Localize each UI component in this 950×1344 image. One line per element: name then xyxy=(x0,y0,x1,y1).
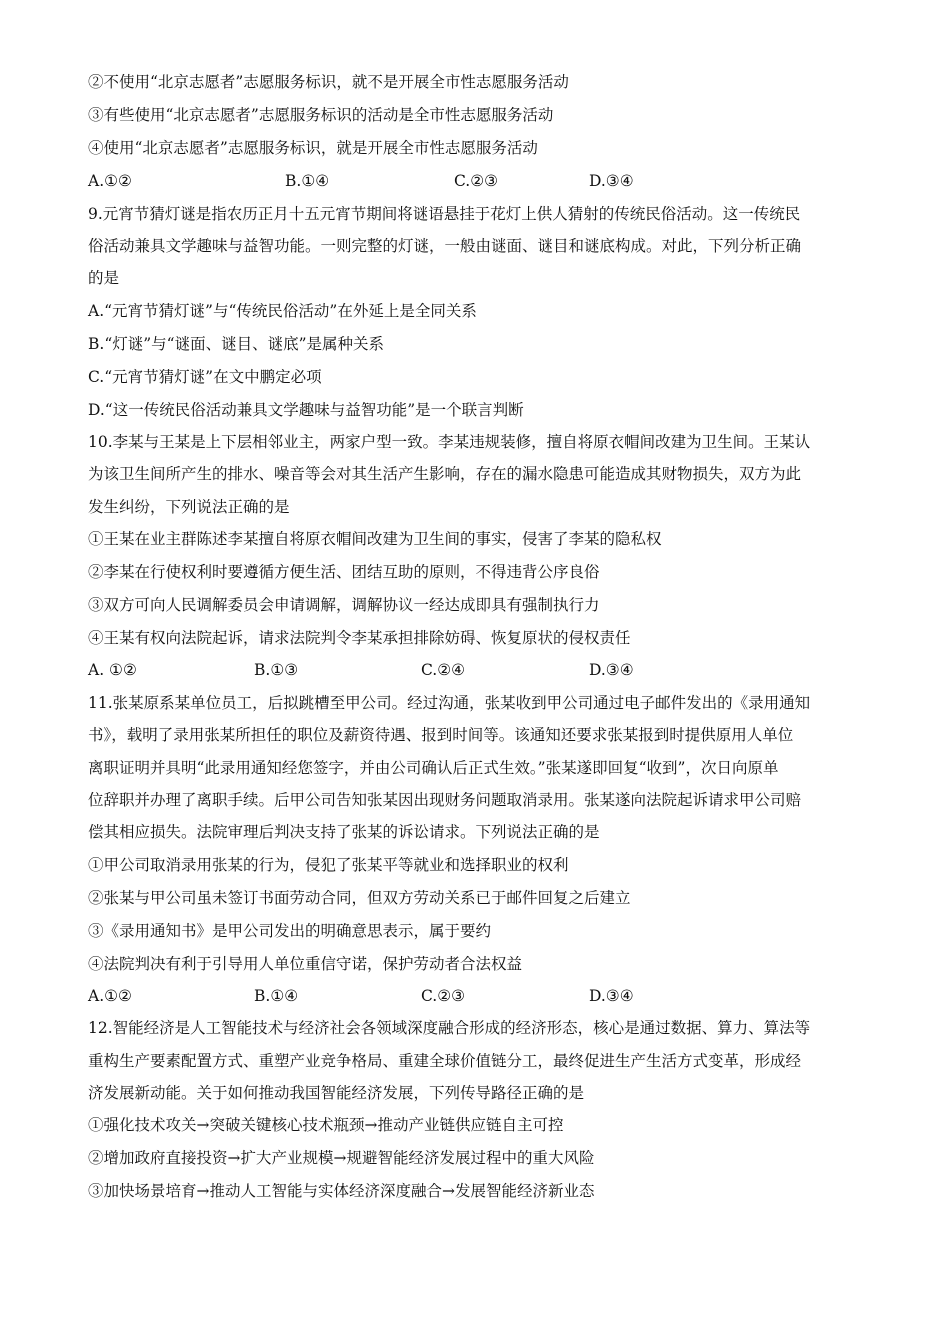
q11-statement-2: ②张某与甲公司虽未签订书面劳动合同，但双方劳动关系已于邮件回复之后建立 xyxy=(88,889,631,907)
q10-statement-3: ③双方可向人民调解委员会申请调解，调解协议一经达成即具有强制执行力 xyxy=(88,596,600,614)
q12-stem-line-2: 重构生产要素配置方式、重塑产业竞争格局、重建全球价值链分工，最终促进生产生活方式变革，形成经 xyxy=(88,1052,802,1070)
q8-option-d: D.③④ xyxy=(589,172,634,190)
q10-stem-line-2: 为该卫生间所产生的排水、噪音等会对其生活产生影响，存在的漏水隐患可能造成其财物损失，双方为此 xyxy=(88,465,802,483)
q11-option-a: A.①② xyxy=(88,987,132,1005)
q12-statement-1: ①强化技术攻关→突破关键核心技术瓶颈→推动产业链供应链自主可控 xyxy=(88,1116,564,1134)
q12-statement-3: ③加快场景培育→推动人工智能与实体经济深度融合→发展智能经济新业态 xyxy=(88,1182,595,1200)
q8-statement-2: ②不使用“北京志愿者”志愿服务标识，就不是开展全市性志愿服务活动 xyxy=(88,73,569,91)
q8-statement-3: ③有些使用“北京志愿者”志愿服务标识的活动是全市性志愿服务活动 xyxy=(88,106,554,124)
q11-option-b: B.①④ xyxy=(254,987,299,1005)
q8-option-c: C.②③ xyxy=(454,172,499,190)
q12-statement-2: ②增加政府直接投资→扩大产业规模→规避智能经济发展过程中的重大风险 xyxy=(88,1149,595,1167)
q12-stem-line-3: 济发展新动能。关于如何推动我国智能经济发展，下列传导路径正确的是 xyxy=(88,1084,585,1102)
q11-statement-3: ③《录用通知书》是甲公司发出的明确意思表示，属于要约 xyxy=(88,922,492,940)
q9-stem-line-1: 9.元宵节猜灯谜是指农历正月十五元宵节期间将谜语悬挂于花灯上供人猜射的传统民俗活动。这一传统民 xyxy=(88,205,801,223)
q9-option-b: B.“灯谜”与“谜面、谜目、谜底”是属种关系 xyxy=(88,335,385,353)
q10-option-c: C.②④ xyxy=(421,661,466,679)
q10-statement-2: ②李某在行使权利时要遵循方便生活、团结互助的原则，不得违背公序良俗 xyxy=(88,563,600,581)
q9-option-d: D.“这一传统民俗活动兼具文学趣味与益智功能”是一个联言判断 xyxy=(88,401,524,419)
q9-stem-line-3: 的是 xyxy=(88,269,120,287)
q10-option-b: B.①③ xyxy=(254,661,299,679)
q8-options xyxy=(88,171,868,191)
q8-option-b: B.①④ xyxy=(285,172,330,190)
q10-statement-4: ④王某有权向法院起诉，请求法院判令李某承担排除妨碍、恢复原状的侵权责任 xyxy=(88,629,631,647)
q11-stem-line-3: 离职证明并具明“此录用通知经您签字，并由公司确认后正式生效。”张某遂即回复“收到”，次日向原单 xyxy=(88,759,779,777)
q11-statement-1: ①甲公司取消录用张某的行为，侵犯了张某平等就业和选择职业的权利 xyxy=(88,856,569,874)
q11-statement-4: ④法院判决有利于引导用人单位重信守诺，保护劳动者合法权益 xyxy=(88,955,523,973)
q10-option-d: D.③④ xyxy=(589,661,634,679)
q8-option-a: A.①② xyxy=(88,172,132,190)
q8-statement-4: ④使用“北京志愿者”志愿服务标识，就是开展全市性志愿服务活动 xyxy=(88,139,538,157)
q10-stem-line-3: 发生纠纷，下列说法正确的是 xyxy=(88,498,290,516)
q10-stem-line-1: 10.李某与王某是上下层相邻业主，两家户型一致。李某违规装修，擅自将原衣帽间改建为卫生间。王某认 xyxy=(88,433,811,451)
q11-options xyxy=(88,986,868,1006)
q10-statement-1: ①王某在业主群陈述李某擅自将原衣帽间改建为卫生间的事实，侵害了李某的隐私权 xyxy=(88,530,662,548)
q11-stem-line-1: 11.张某原系某单位员工，后拟跳槽至甲公司。经过沟通，张某收到甲公司通过电子邮件发出的《录用通知 xyxy=(88,694,811,712)
q9-option-a: A.“元宵节猜灯谜”与“传统民俗活动”在外延上是全同关系 xyxy=(88,302,477,320)
q11-stem-line-5: 偿其相应损失。法院审理后判决支持了张某的诉讼请求。下列说法正确的是 xyxy=(88,823,600,841)
q12-stem-line-1: 12.智能经济是人工智能技术与经济社会各领域深度融合形成的经济形态，核心是通过数据、算力、算法等 xyxy=(88,1019,811,1037)
q10-option-a: A. ①② xyxy=(88,661,137,679)
q11-stem-line-2: 书》，载明了录用张某所担任的职位及薪资待遇、报到时间等。该通知还要求张某报到时提供原用人单位 xyxy=(88,726,794,744)
q9-option-c: C.“元宵节猜灯谜”在文中鹏定必项 xyxy=(88,368,322,386)
q11-stem-line-4: 位辞职并办理了离职手续。后甲公司告知张某因出现财务问题取消录用。张某遂向法院起诉请求甲公司赔 xyxy=(88,791,802,809)
q9-stem-line-2: 俗活动兼具文学趣味与益智功能。一则完整的灯谜，一般由谜面、谜目和谜底构成。对此，下列分析正确 xyxy=(88,237,802,255)
q11-option-c: C.②③ xyxy=(421,987,466,1005)
q11-option-d: D.③④ xyxy=(589,987,634,1005)
q10-options xyxy=(88,660,868,680)
